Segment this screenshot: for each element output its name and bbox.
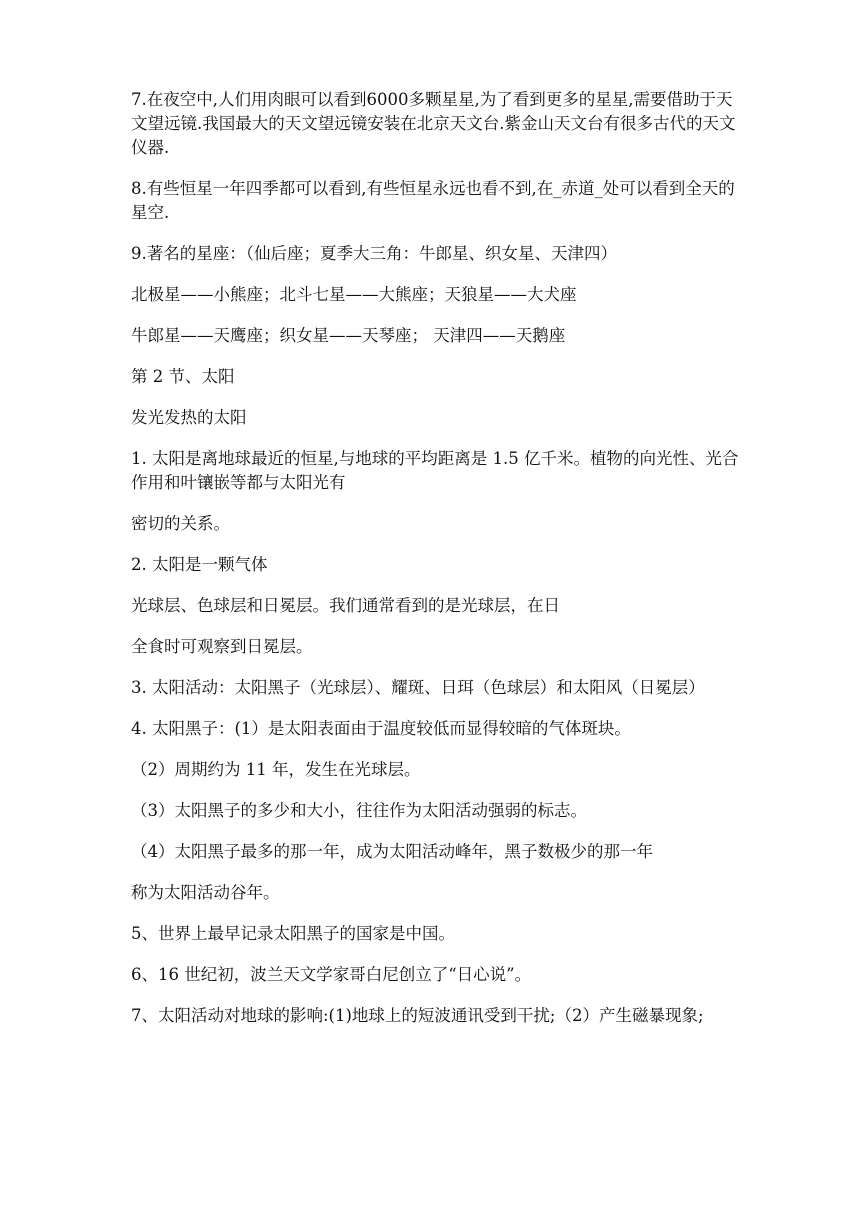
paragraph-sunspots-4-continued: 称为太阳活动谷年。 xyxy=(131,883,280,902)
paragraph-sunspots-3: （3）太阳黑子的多少和大小，往往作为太阳活动强弱的标志。 xyxy=(131,801,587,820)
paragraph-sunspots-1: 4. 太阳黑子：(1）是太阳表面由于温度较低而显得较暗的气体斑块。 xyxy=(131,719,631,738)
paragraph-heliocentric-theory: 6、16 世纪初，波兰天文学家哥白尼创立了“日心说”。 xyxy=(131,965,532,984)
subheading-shining-sun: 发光发热的太阳 xyxy=(131,408,247,427)
paragraph-sun-distance: 1. 太阳是离地球最近的恒星,与地球的平均距离是 1.5 亿千米。植物的向光性、光合作用和叶镶嵌等都与太阳光有 xyxy=(131,449,739,492)
paragraph-star-observation: 7.在夜空中,人们用肉眼可以看到6000多颗星星,为了看到更多的星星,需要借助于天文望远镜.我国最大的天文望远镜安装在北京天文台.紫金山天文台有很多古代的天文仪器. xyxy=(131,90,736,157)
paragraph-solar-activity: 3. 太阳活动：太阳黑子（光球层）、耀斑、日珥（色球层）和太阳风（日冕层） xyxy=(131,678,705,697)
paragraph-solar-effects: 7、太阳活动对地球的影响:(1)地球上的短波通讯受到干扰;（2）产生磁暴现象; xyxy=(131,1006,704,1025)
paragraph-sunspots-2: （2）周期约为 11 年，发生在光球层。 xyxy=(131,760,421,779)
paragraph-earliest-sunspot-record: 5、世界上最早记录太阳黑子的国家是中国。 xyxy=(131,924,455,943)
paragraph-visible-stars: 8.有些恒星一年四季都可以看到,有些恒星永远也看不到,在_赤道_处可以看到全天的星空. xyxy=(131,179,735,222)
paragraph-sun-distance-continued: 密切的关系。 xyxy=(131,514,230,533)
paragraph-sunspots-4: （4）太阳黑子最多的那一年，成为太阳活动峰年，黑子数极少的那一年 xyxy=(131,842,653,861)
paragraph-sun-layers-continued: 全食时可观察到日冕层。 xyxy=(131,637,313,656)
paragraph-famous-constellations: 9.著名的星座：（仙后座；夏季大三角：牛郎星、织女星、天津四） xyxy=(131,244,617,263)
paragraph-sun-layers: 光球层、色球层和日冕层。我们通常看到的是光球层，在日 xyxy=(131,596,560,615)
section-heading-sun: 第 2 节、太阳 xyxy=(131,367,235,386)
paragraph-sun-gas: 2. 太阳是一颗气体 xyxy=(131,555,268,574)
paragraph-constellation-pairs-1: 北极星——小熊座；北斗七星——大熊座；天狼星——大犬座 xyxy=(131,285,577,304)
paragraph-constellation-pairs-2: 牛郎星——天鹰座；织女星——天琴座； 天津四——天鹅座 xyxy=(131,326,566,345)
document-body xyxy=(131,88,741,1045)
